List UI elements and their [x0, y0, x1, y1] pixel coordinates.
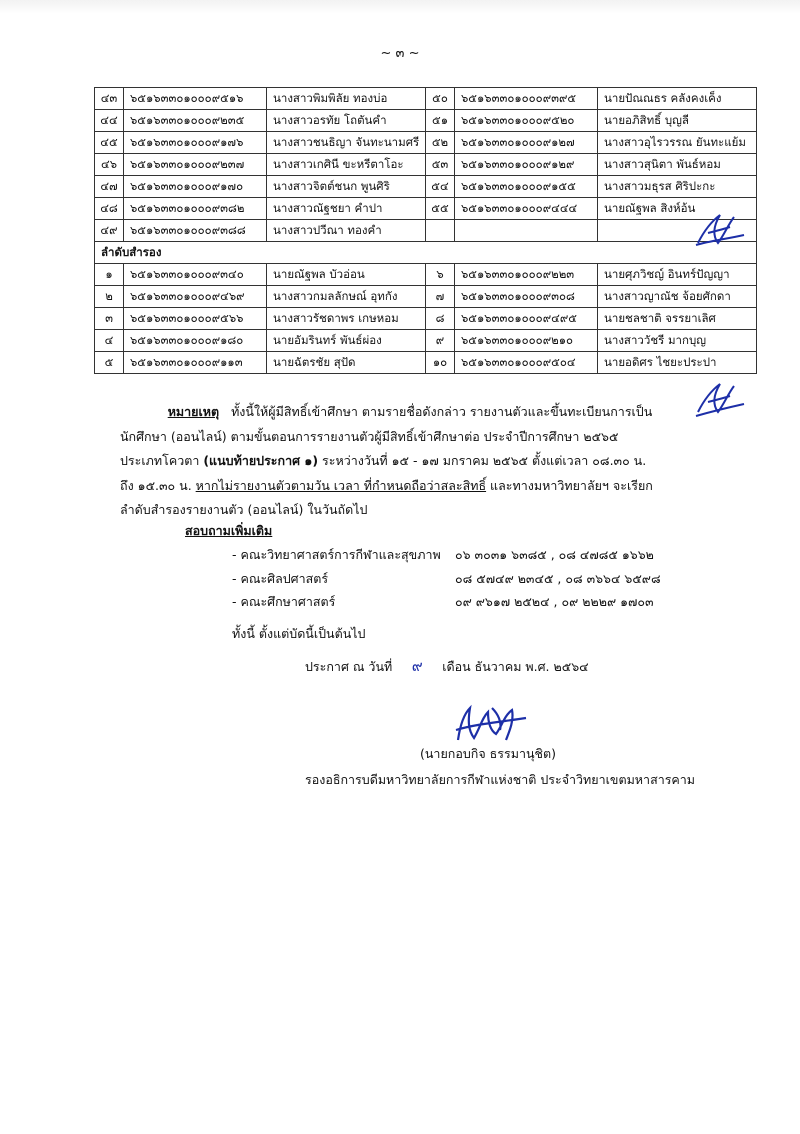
- student-name-cell: นางสาวเกศินี ขะหรีตาโอะ: [267, 154, 426, 176]
- table-row: [95, 352, 757, 374]
- student-name-cell: นางสาววัชรี มากบุญ: [598, 330, 757, 352]
- signer-position: รองอธิการบดีมหาวิทยาลัยการกีฬาแห่งชาติ ประจำวิทยาเขตมหาสารคาม: [305, 772, 696, 787]
- remark-line-3c: ระหว่างวันที่ ๑๕ - ๑๗ มกราคม ๒๕๖๕ ตั้งแต่เวลา ๐๘.๓๐ น.: [318, 453, 647, 468]
- student-id-cell: ๖๕๑๖๓๓๐๑๐๐๐๙๕๐๔: [455, 352, 598, 374]
- table-row: [95, 198, 757, 220]
- rank-cell: ๕๕: [426, 198, 455, 220]
- reserve-heading-row: [95, 242, 757, 264]
- rank-cell: ๔: [95, 330, 124, 352]
- remark-line-1: ทั้งนี้ให้ผู้มีสิทธิ์เข้าศึกษา ตามรายชื่อดังกล่าว รายงานตัวและขึ้นทะเบียนการเป็น: [231, 404, 653, 419]
- rank-cell: ๒: [95, 286, 124, 308]
- remark-line-3a: ประเภทโควตา: [120, 453, 204, 468]
- page-number: ~ ๓ ~: [380, 46, 420, 61]
- student-id-cell: ๖๕๑๖๓๓๐๑๐๐๐๙๒๒๓: [455, 264, 598, 286]
- contact-faculty: - คณะศึกษาศาสตร์: [232, 594, 336, 609]
- student-name-cell: นายศุภวิชญ์ อินทร์ปัญญา: [598, 264, 757, 286]
- student-name-cell: นายอภิสิทธิ์ บุญลี: [598, 110, 757, 132]
- student-id-cell: [455, 220, 598, 242]
- student-name-cell: นางสาวณัฐชยา คำปา: [267, 198, 426, 220]
- student-name-cell: นางสาวสุนิตา พันธ์หอม: [598, 154, 757, 176]
- student-id-cell: ๖๕๑๖๓๓๐๑๐๐๐๙๓๐๘: [455, 286, 598, 308]
- student-id-cell: ๖๕๑๖๓๓๐๑๐๐๐๙๔๖๙: [124, 286, 267, 308]
- student-id-cell: ๖๕๑๖๓๓๐๑๐๐๐๙๑๒๙: [455, 154, 598, 176]
- rank-cell: ๙: [426, 330, 455, 352]
- contact-faculty: - คณะศิลปศาสตร์: [232, 570, 329, 586]
- student-name-cell: นายณัฐพล บัวอ่อน: [267, 264, 426, 286]
- student-name-cell: นางสาวกมลลักษณ์ อุทกัง: [267, 286, 426, 308]
- rank-cell: ๔๗: [95, 176, 124, 198]
- table-row: [95, 154, 757, 176]
- closing-line: ทั้งนี้ ตั้งแต่บัดนี้เป็นต้นไป: [232, 626, 366, 641]
- student-name-cell: นายณัฐพล สิงห์อ้น: [598, 198, 757, 220]
- student-id-cell: ๖๕๑๖๓๓๐๑๐๐๐๙๓๔๐: [124, 264, 267, 286]
- table-row: [95, 220, 757, 242]
- remark-line-4c: และทางมหาวิทยาลัยฯ จะเรียก: [486, 477, 653, 493]
- student-name-cell: นางสาวอรทัย โถตันคำ: [267, 110, 426, 132]
- rank-cell: ๔๔: [95, 110, 124, 132]
- student-name-cell: นายอดิศร ไชยะประปา: [598, 352, 757, 374]
- rank-cell: ๕๑: [426, 110, 455, 132]
- main-signature: [452, 700, 532, 748]
- rank-cell: ๕๓: [426, 154, 455, 176]
- contact-item: [232, 545, 661, 569]
- student-roster-table: [94, 87, 757, 374]
- initial-signature-1: [690, 205, 750, 250]
- rank-cell: ๕๒: [426, 132, 455, 154]
- contact-phone: ๐๘ ๕๗๔๙ ๒๓๔๕ , ๐๘ ๓๖๖๔ ๖๕๙๘: [455, 570, 661, 586]
- contact-item: [232, 592, 661, 616]
- contact-phone: ๐๙ ๙๖๑๗ ๒๕๒๔ , ๐๙ ๒๒๒๙ ๑๗๐๓: [455, 594, 654, 609]
- table-row: [95, 176, 757, 198]
- contact-faculty: - คณะวิทยาศาสตร์การกีฬาและสุขภาพ: [232, 547, 441, 562]
- contact-heading: สอบถามเพิ่มเติม: [185, 523, 273, 538]
- rank-cell: ๕: [95, 352, 124, 374]
- student-id-cell: ๖๕๑๖๓๓๐๑๐๐๐๙๕๑๖: [124, 88, 267, 110]
- student-id-cell: ๖๕๑๖๓๓๐๑๐๐๐๙๑๕๕: [455, 176, 598, 198]
- date-prefix: ประกาศ ณ วันที่: [305, 659, 393, 674]
- reserve-heading: ลำดับสำรอง: [95, 242, 757, 264]
- student-id-cell: ๖๕๑๖๓๓๐๑๐๐๐๙๓๘๒: [124, 198, 267, 220]
- remark-attachment: (แนบท้ายประกาศ ๑): [203, 453, 319, 468]
- remark-line-2: นักศึกษา (ออนไลน์) ตามขั้นตอนการรายงานตัวผู้มีสิทธิ์เข้าศึกษาต่อ ประจำปีการศึกษา ๒๕๖๕: [120, 428, 619, 444]
- remark-line-5: ลำดับสำรองรายงานตัว (ออนไลน์) ในวันถัดไป: [120, 502, 368, 517]
- student-id-cell: ๖๕๑๖๓๓๐๑๐๐๐๙๒๓๗: [124, 154, 267, 176]
- student-id-cell: ๖๕๑๖๓๓๐๑๐๐๐๙๑๗๖: [124, 132, 267, 154]
- contact-list: [232, 545, 661, 616]
- student-id-cell: ๖๕๑๖๓๓๐๑๐๐๐๙๔๙๕: [455, 308, 598, 330]
- student-id-cell: ๖๕๑๖๓๓๐๑๐๐๐๙๕๖๖: [124, 308, 267, 330]
- contact-item: [232, 569, 661, 593]
- student-name-cell: นายชลชาติ จรรยาเลิศ: [598, 308, 757, 330]
- rank-cell: ๔๓: [95, 88, 124, 110]
- table-row: [95, 110, 757, 132]
- remark-label: หมายเหตุ: [167, 404, 220, 419]
- student-id-cell: ๖๕๑๖๓๓๐๑๐๐๐๙๓๙๕: [455, 88, 598, 110]
- rank-cell: ๔๙: [95, 220, 124, 242]
- student-name-cell: นางสาวปวีณา ทองคำ: [267, 220, 426, 242]
- student-id-cell: ๖๕๑๖๓๓๐๑๐๐๐๙๑๗๐: [124, 176, 267, 198]
- rank-cell: ๔๕: [95, 132, 124, 154]
- student-id-cell: ๖๕๑๖๓๓๐๑๐๐๐๙๒๑๐: [455, 330, 598, 352]
- student-id-cell: ๖๕๑๖๓๓๐๑๐๐๐๙๓๘๘: [124, 220, 267, 242]
- student-id-cell: ๖๕๑๖๓๓๐๑๐๐๐๙๑๒๗: [455, 132, 598, 154]
- rank-cell: ๔๘: [95, 198, 124, 220]
- rank-cell: ๗: [426, 286, 455, 308]
- rank-cell: ๖: [426, 264, 455, 286]
- remark-forfeit-warning: หากไม่รายงานตัวตามวัน เวลา ที่กำหนดถือว่าสละสิทธิ์: [195, 477, 487, 493]
- table-row: [95, 286, 757, 308]
- remark-paragraph: [120, 400, 700, 523]
- rank-cell: ๓: [95, 308, 124, 330]
- date-day-handwritten: ๙: [411, 657, 423, 675]
- signer-name: (นายกอบกิจ ธรรมานุชิต): [420, 746, 556, 761]
- header-strip: [0, 0, 800, 14]
- remark-line-4a: ถึง ๑๕.๓๐ น.: [120, 477, 196, 493]
- rank-cell: [426, 220, 455, 242]
- student-id-cell: ๖๕๑๖๓๓๐๑๐๐๐๙๕๒๐: [455, 110, 598, 132]
- table-row: [95, 264, 757, 286]
- student-id-cell: ๖๕๑๖๓๓๐๑๐๐๐๙๒๓๕: [124, 110, 267, 132]
- table-row: [95, 330, 757, 352]
- student-name-cell: นางสาวพิมพิลัย ทองบ่อ: [267, 88, 426, 110]
- rank-cell: ๑๐: [426, 352, 455, 374]
- student-name-cell: นางสาวอุไรวรรณ ยันทะแย้ม: [598, 132, 757, 154]
- table-row: [95, 308, 757, 330]
- rank-cell: ๔๖: [95, 154, 124, 176]
- student-name-cell: นายฉัตรชัย สุปัด: [267, 352, 426, 374]
- rank-cell: ๘: [426, 308, 455, 330]
- student-name-cell: นางสาวรัชดาพร เกษหอม: [267, 308, 426, 330]
- rank-cell: ๕๔: [426, 176, 455, 198]
- student-id-cell: ๖๕๑๖๓๓๐๑๐๐๐๙๑๘๐: [124, 330, 267, 352]
- student-name-cell: นางสาวญาณัช จ้อยศักดา: [598, 286, 757, 308]
- date-month-year: เดือน ธันวาคม พ.ศ. ๒๕๖๔: [442, 659, 589, 674]
- student-name-cell: นายอัมรินทร์ พันธ์ผ่อง: [267, 330, 426, 352]
- student-name-cell: นายปัณณธร คลังคงเค็ง: [598, 88, 757, 110]
- student-name-cell: นางสาวมธุรส ศิริปะกะ: [598, 176, 757, 198]
- student-id-cell: ๖๕๑๖๓๓๐๑๐๐๐๙๔๔๔: [455, 198, 598, 220]
- rank-cell: ๑: [95, 264, 124, 286]
- student-id-cell: ๖๕๑๖๓๓๐๑๐๐๐๙๑๑๓: [124, 352, 267, 374]
- table-row: [95, 132, 757, 154]
- student-name-cell: นางสาวชนธิญา จันทะนามศรี: [267, 132, 426, 154]
- table-row: [95, 88, 757, 110]
- contact-phone: ๐๖ ๓๐๓๑ ๖๓๘๕ , ๐๘ ๔๗๘๕ ๑๖๖๒: [455, 547, 654, 562]
- rank-cell: ๕๐: [426, 88, 455, 110]
- student-name-cell: นางสาวจิตต์ชนก พูนศิริ: [267, 176, 426, 198]
- announcement-date: [305, 654, 589, 678]
